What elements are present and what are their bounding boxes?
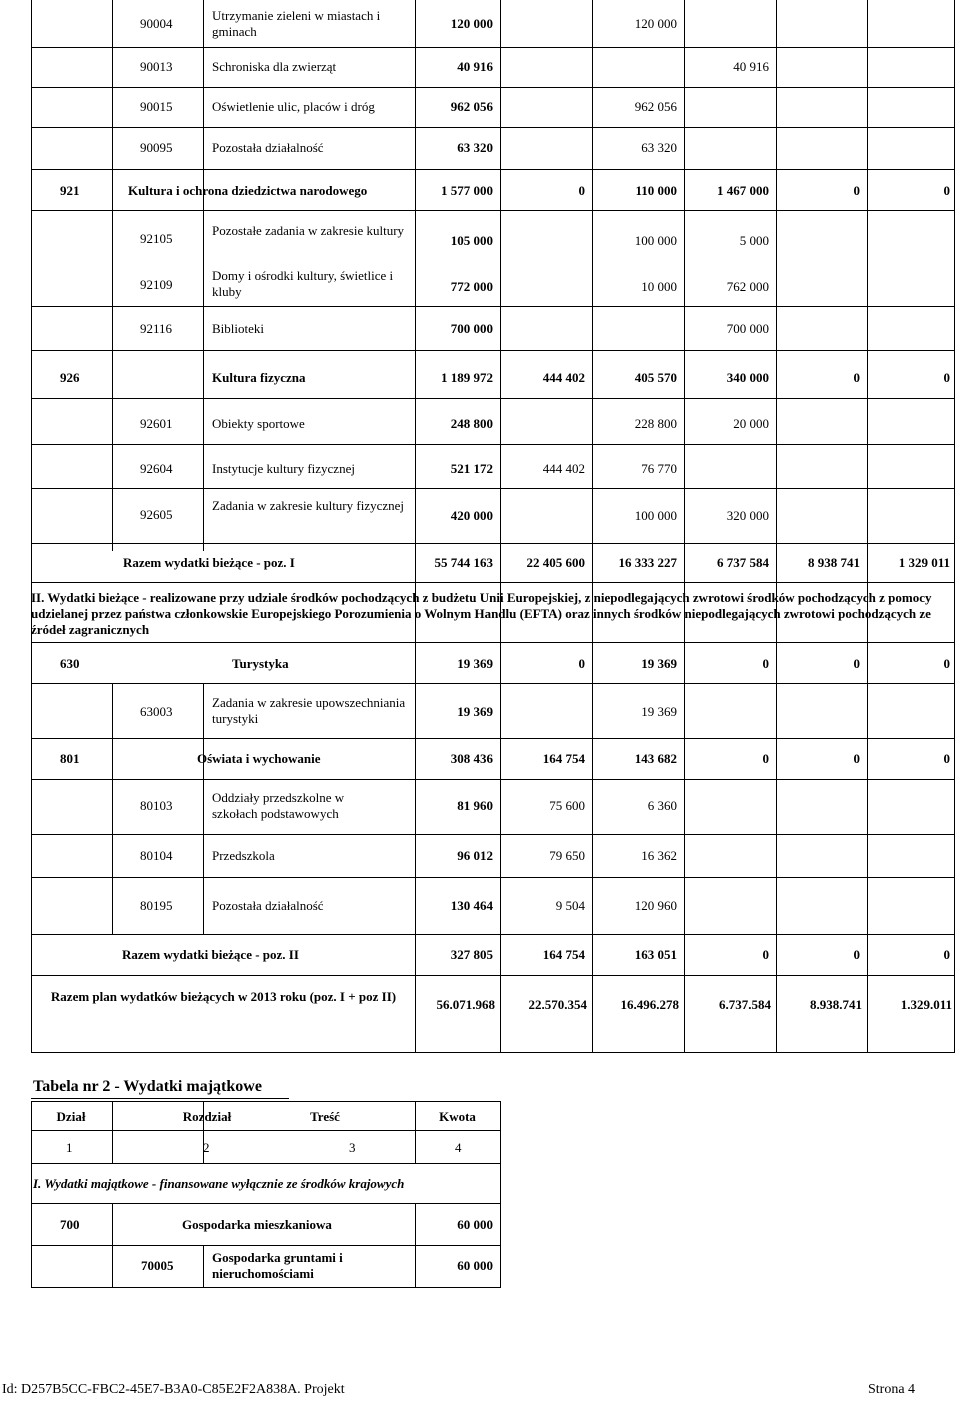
row-value-3: 120 960 <box>634 898 677 913</box>
row-name: Instytucje kultury fizycznej <box>212 461 355 476</box>
row-value-1: 19 369 <box>457 704 493 719</box>
row-code: 80195 <box>140 898 173 913</box>
row-value-1: 521 172 <box>450 461 493 476</box>
row-name: Domy i ośrodki kultury, świetlice i kluby <box>212 268 394 299</box>
col-number-1: 1 <box>66 1140 73 1155</box>
row-value-1: 962 056 <box>450 99 493 114</box>
grand-total-label: Razem plan wydatków bieżących w 2013 roku (poz. I + poz II) <box>50 989 397 1004</box>
row-value-1: 772 000 <box>450 279 493 294</box>
row-value-3: 6 360 <box>647 798 677 813</box>
header-tresc: Treść <box>310 1109 340 1124</box>
row-name: Turystyka <box>232 656 289 671</box>
total-value-4: 0 <box>762 947 769 962</box>
row-name: Pozostała działalność <box>212 140 324 155</box>
row-code: 92601 <box>140 416 173 431</box>
section-2-heading: II. Wydatki bieżące - realizowane przy udziale środków pochodzących z budżetu Unii Europejskiej, z niepodlegających zwrotowi środków pochodzących z pomocy udzielanej przez państwa członkowskie Europejskiego Porozumienia o Wolnym Handlu (EFTA) oraz innych środków niepodlegających zwrotowi pochodzących ze źródeł zagranicznych <box>31 590 932 637</box>
row-value-1: 248 800 <box>450 416 493 431</box>
row-kwota: 60 000 <box>457 1217 493 1232</box>
row-value-4: 320 000 <box>726 508 769 523</box>
row-code: 921 <box>60 183 80 198</box>
row-value-1: 105 000 <box>450 233 493 248</box>
row-name: Zadania w zakresie kultury fizycznej <box>212 498 405 513</box>
row-value-1: 40 916 <box>457 59 493 74</box>
row-code: 92605 <box>140 507 173 522</box>
row-name: Oświata i wychowanie <box>197 751 321 766</box>
row-name: Utrzymanie zieleni w miastach i gminach <box>212 8 381 39</box>
row-dzial: 700 <box>60 1217 80 1232</box>
header-dzial: Dział <box>56 1109 86 1124</box>
row-value-2: 9 504 <box>555 898 585 913</box>
total-value-1: 327 805 <box>450 947 493 962</box>
row-name: Oddziały przedszkolne w szkołach podstawowych <box>212 790 345 821</box>
row-value-1: 308 436 <box>450 751 493 766</box>
row-value-4: 1 467 000 <box>717 183 769 198</box>
col-number-4: 4 <box>455 1140 462 1155</box>
row-value-3: 10 000 <box>641 279 677 294</box>
row-value-3: 962 056 <box>634 99 677 114</box>
grand-total-value-1: 56.071.968 <box>436 997 495 1012</box>
row-value-2: 0 <box>578 183 585 198</box>
col-number-2: 2 <box>203 1140 210 1155</box>
row-value-5: 0 <box>853 183 860 198</box>
grand-total-value-4: 6.737.584 <box>719 997 771 1012</box>
row-value-4: 700 000 <box>726 321 769 336</box>
row-value-3: 16 362 <box>641 848 677 863</box>
row-value-3: 100 000 <box>634 508 677 523</box>
table-2-title: Tabela nr 2 - Wydatki majątkowe <box>33 1078 262 1095</box>
row-tresc: Gospodarka mieszkaniowa <box>182 1217 332 1232</box>
row-code: 90015 <box>140 99 173 114</box>
total-label: Razem wydatki bieżące - poz. I <box>123 555 295 570</box>
row-value-6: 0 <box>943 751 950 766</box>
page-number: Strona 4 <box>868 1382 916 1397</box>
grand-total-value-3: 16.496.278 <box>620 997 679 1012</box>
grand-total-value-6: 1.329.011 <box>900 997 952 1012</box>
row-value-5: 0 <box>853 656 860 671</box>
row-value-4: 20 000 <box>733 416 769 431</box>
row-value-3: 19 369 <box>641 704 677 719</box>
total-value-1: 55 744 163 <box>434 555 493 570</box>
row-code: 92604 <box>140 461 173 476</box>
row-name: Obiekty sportowe <box>212 416 305 431</box>
row-name: Pozostałe zadania w zakresie kultury <box>212 223 405 238</box>
grand-total-value-5: 8.938.741 <box>810 997 862 1012</box>
row-value-2: 79 650 <box>549 848 585 863</box>
total-value-2: 22 405 600 <box>526 555 585 570</box>
row-code: 92116 <box>140 321 173 336</box>
row-code: 80103 <box>140 798 173 813</box>
total-label: Razem wydatki bieżące - poz. II <box>122 947 299 962</box>
row-value-4: 0 <box>762 751 769 766</box>
row-name: Schroniska dla zwierząt <box>212 59 337 74</box>
col-number-3: 3 <box>349 1140 356 1155</box>
row-code: 90004 <box>140 16 173 31</box>
total-value-2: 164 754 <box>542 947 585 962</box>
row-value-2: 164 754 <box>542 751 585 766</box>
grand-total-value-2: 22.570.354 <box>528 997 587 1012</box>
total-value-6: 0 <box>943 947 950 962</box>
row-code: 92109 <box>140 277 173 292</box>
row-value-5: 0 <box>853 370 860 385</box>
row-value-1: 130 464 <box>450 898 493 913</box>
row-name: Kultura fizyczna <box>212 370 306 385</box>
row-kwota: 60 000 <box>457 1258 493 1273</box>
row-value-1: 96 012 <box>457 848 493 863</box>
row-value-4: 40 916 <box>733 59 769 74</box>
row-value-4: 762 000 <box>726 279 769 294</box>
row-value-3: 405 570 <box>634 370 677 385</box>
row-value-6: 0 <box>943 370 950 385</box>
row-code: 926 <box>60 370 80 385</box>
row-value-2: 0 <box>578 656 585 671</box>
row-name: Biblioteki <box>212 321 264 336</box>
row-value-1: 1 577 000 <box>441 183 493 198</box>
row-value-1: 420 000 <box>450 508 493 523</box>
row-value-3: 100 000 <box>634 233 677 248</box>
row-value-3: 120 000 <box>634 16 677 31</box>
row-value-4: 340 000 <box>726 370 769 385</box>
title-underline <box>31 1098 289 1099</box>
row-value-1: 19 369 <box>457 656 493 671</box>
row-value-3: 143 682 <box>634 751 677 766</box>
header-kwota: Kwota <box>439 1109 476 1124</box>
row-value-3: 63 320 <box>641 140 677 155</box>
row-name: Przedszkola <box>212 848 275 863</box>
total-value-3: 16 333 227 <box>618 555 677 570</box>
row-value-3: 110 000 <box>635 183 677 198</box>
total-value-3: 163 051 <box>634 947 677 962</box>
row-value-2: 444 402 <box>542 370 585 385</box>
row-value-2: 75 600 <box>549 798 585 813</box>
total-value-6: 1 329 011 <box>898 555 950 570</box>
row-value-1: 700 000 <box>450 321 493 336</box>
row-value-1: 63 320 <box>457 140 493 155</box>
row-value-4: 5 000 <box>739 233 769 248</box>
row-value-6: 0 <box>943 183 950 198</box>
total-value-5: 8 938 741 <box>808 555 860 570</box>
row-tresc: Gospodarka gruntami i nieruchomościami <box>212 1250 343 1281</box>
row-value-4: 0 <box>762 656 769 671</box>
row-code: 630 <box>60 656 80 671</box>
row-value-1: 120 000 <box>450 16 493 31</box>
total-value-4: 6 737 584 <box>717 555 769 570</box>
total-value-5: 0 <box>853 947 860 962</box>
row-name: Kultura i ochrona dziedzictwa narodowego <box>128 183 368 198</box>
row-name: Pozostała działalność <box>212 898 324 913</box>
row-value-3: 19 369 <box>641 656 677 671</box>
row-code: 90095 <box>140 140 173 155</box>
header-rozdzial: Rozdział <box>182 1109 232 1124</box>
row-value-6: 0 <box>943 656 950 671</box>
row-value-3: 76 770 <box>641 461 677 476</box>
row-code: 63003 <box>140 704 173 719</box>
row-value-3: 228 800 <box>634 416 677 431</box>
row-value-2: 444 402 <box>542 461 585 476</box>
row-rozdzial: 70005 <box>141 1258 174 1273</box>
row-code: 80104 <box>140 848 173 863</box>
row-value-5: 0 <box>853 751 860 766</box>
row-value-1: 81 960 <box>457 798 493 813</box>
document-id: Id: D257B5CC-FBC2-45E7-B3A0-C85E2F2A838A. Projekt <box>2 1382 345 1397</box>
row-code: 92105 <box>140 231 173 246</box>
row-value-1: 1 189 972 <box>441 370 493 385</box>
row-name: Oświetlenie ulic, placów i dróg <box>212 99 375 114</box>
row-name: Zadania w zakresie upowszechniania turystyki <box>212 695 406 726</box>
row-code: 801 <box>60 751 80 766</box>
table-2-section-heading: I. Wydatki majątkowe - finansowane wyłącznie ze środków krajowych <box>33 1176 405 1191</box>
row-code: 90013 <box>140 59 173 74</box>
